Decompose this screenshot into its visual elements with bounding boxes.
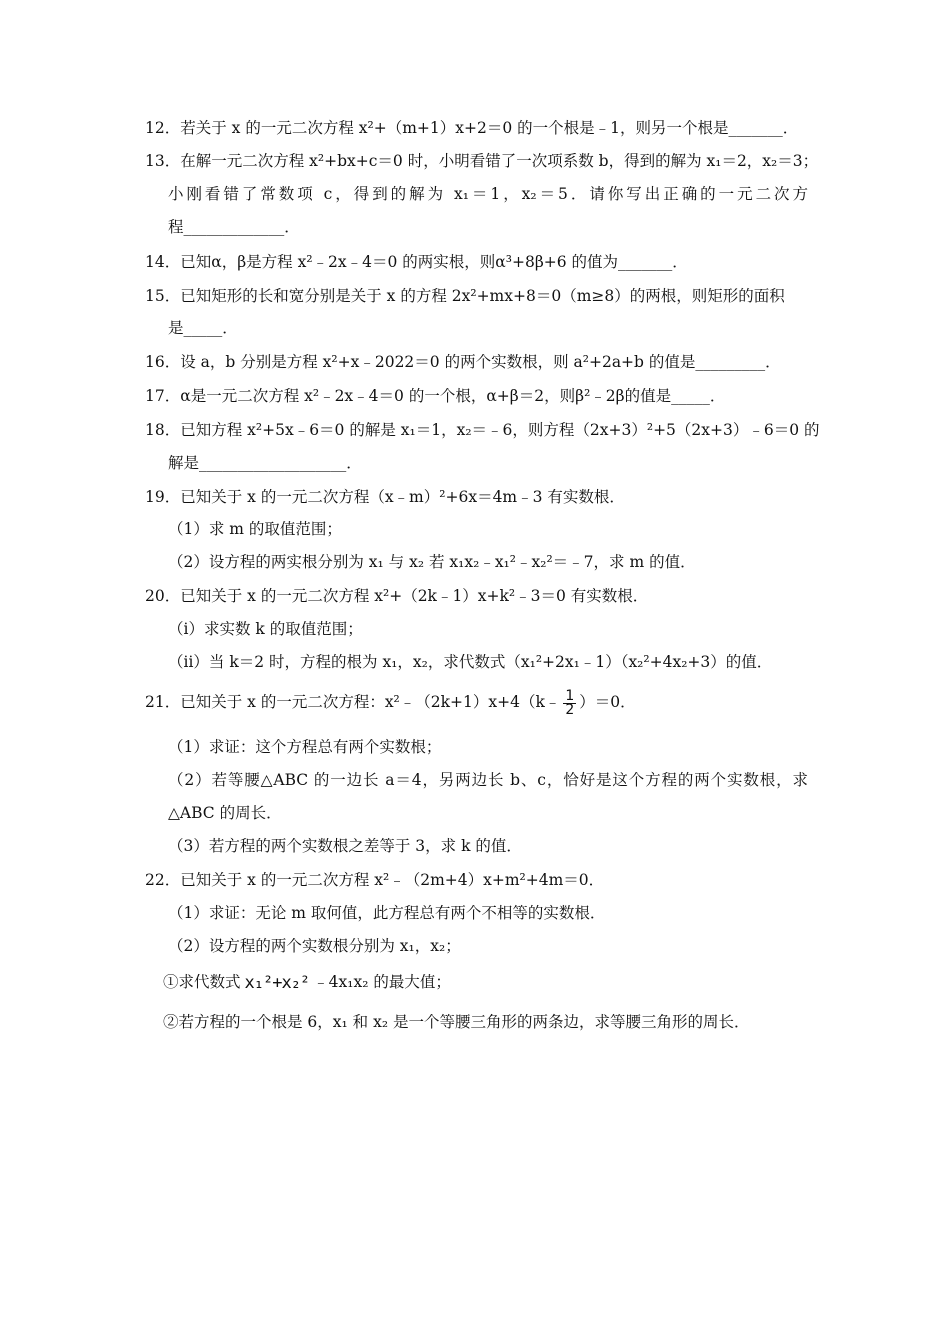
question-16: 16．设 a，b 分别是方程 x²+x﹣2022＝0 的两个实数根，则 a²+2a+b 的值是_________． [145,353,781,371]
item-1-text: ①求代数式 [163,973,241,991]
fraction-denominator: 2 [565,701,575,718]
question-22: 22．已知关于 x 的一元二次方程 x²﹣（2m+4）x+m²+4m＝0． [145,871,605,889]
question-19-part-2: （2）设方程的两实根分别为 x₁ 与 x₂ 若 x₁x₂﹣x₁²﹣x₂²＝﹣7，求 m 的值． [168,553,696,571]
question-20-part-1: （ⅰ）求实数 k 的取值范围； [168,620,363,638]
question-15: 15．已知矩形的长和宽分别是关于 x 的方程 2x²+mx+8＝0（m≥8）的两根，则矩形的面积 [145,287,785,305]
question-21 [145,688,636,717]
question-14: 14．已知α，β是方程 x²﹣2x﹣4＝0 的两实根，则α³+8β+6 的值为_______． [145,253,688,271]
question-22-part-2: （2）设方程的两个实数根分别为 x₁，x₂； [168,937,461,955]
question-21-part-3: （3）若方程的两个实数根之差等于 3，求 k 的值． [168,837,522,855]
question-19: 19．已知关于 x 的一元二次方程（x﹣m）²+6x＝4m﹣3 有实数根． [145,488,625,506]
fraction-one-half [563,687,576,718]
question-13-line-2: 小刚看错了常数项 c，得到的解为 x₁＝1，x₂＝5．请你写出正确的一元二次方 [168,185,808,203]
question-21-part-1: （1）求证：这个方程总有两个实数根； [168,738,442,756]
question-18-line-2: 解是___________________． [168,454,362,472]
item-1-text-end: ﹣4x₁x₂ 的最大值； [313,973,451,991]
question-20: 20．已知关于 x 的一元二次方程 x²+（2k﹣1）x+k²﹣3＝0 有实数根． [145,587,649,605]
question-21-text-end: ）＝0． [579,693,636,711]
fraction-numerator: 1 [565,687,575,704]
question-12: 12．若关于 x 的一元二次方程 x²+（m+1）x+2＝0 的一个根是﹣1，则另一个根是_______． [145,119,799,137]
question-21-part-2: （2）若等腰△ABC 的一边长 a＝4，另两边长 b、c，恰好是这个方程的两个实数根，求 [168,771,808,789]
question-21-part-2-line-2: △ABC 的周长． [168,804,282,822]
question-15-line-2: 是_____． [168,319,238,337]
question-20-part-2: （ⅱ）当 k＝2 时，方程的根为 x₁，x₂，求代数式（x₁²+2x₁﹣1）（x₂²+4x₂+3）的值． [168,653,773,671]
question-17: 17．α是一元二次方程 x²﹣2x﹣4＝0 的一个根，α+β＝2，则β²﹣2β的值是_____． [145,387,726,405]
question-22-part-2-item-1 [163,969,451,996]
question-22-part-2-item-2: ②若方程的一个根是 6，x₁ 和 x₂ 是一个等腰三角形的两条边，求等腰三角形的周长． [163,1013,750,1031]
question-19-part-1: （1）求 m 的取值范围； [168,520,342,538]
question-18: 18．已知方程 x²+5x﹣6＝0 的解是 x₁＝1，x₂＝﹣6，则方程（2x+3）²+5（2x+3）﹣6＝0 的 [145,421,820,439]
question-21-text: 21．已知关于 x 的一元二次方程：x²﹣（2k+1）x+4（k﹣ [145,693,561,711]
sum-of-squares-expression: x₁²+x₂² [244,973,310,993]
question-13-line-3: 程_____________． [168,218,300,236]
question-22-part-1: （1）求证：无论 m 取何值，此方程总有两个不相等的实数根． [168,904,606,922]
question-13: 13．在解一元二次方程 x²+bx+c＝0 时，小明看错了一次项系数 b，得到的解为 x₁＝2，x₂＝3； [145,152,819,170]
